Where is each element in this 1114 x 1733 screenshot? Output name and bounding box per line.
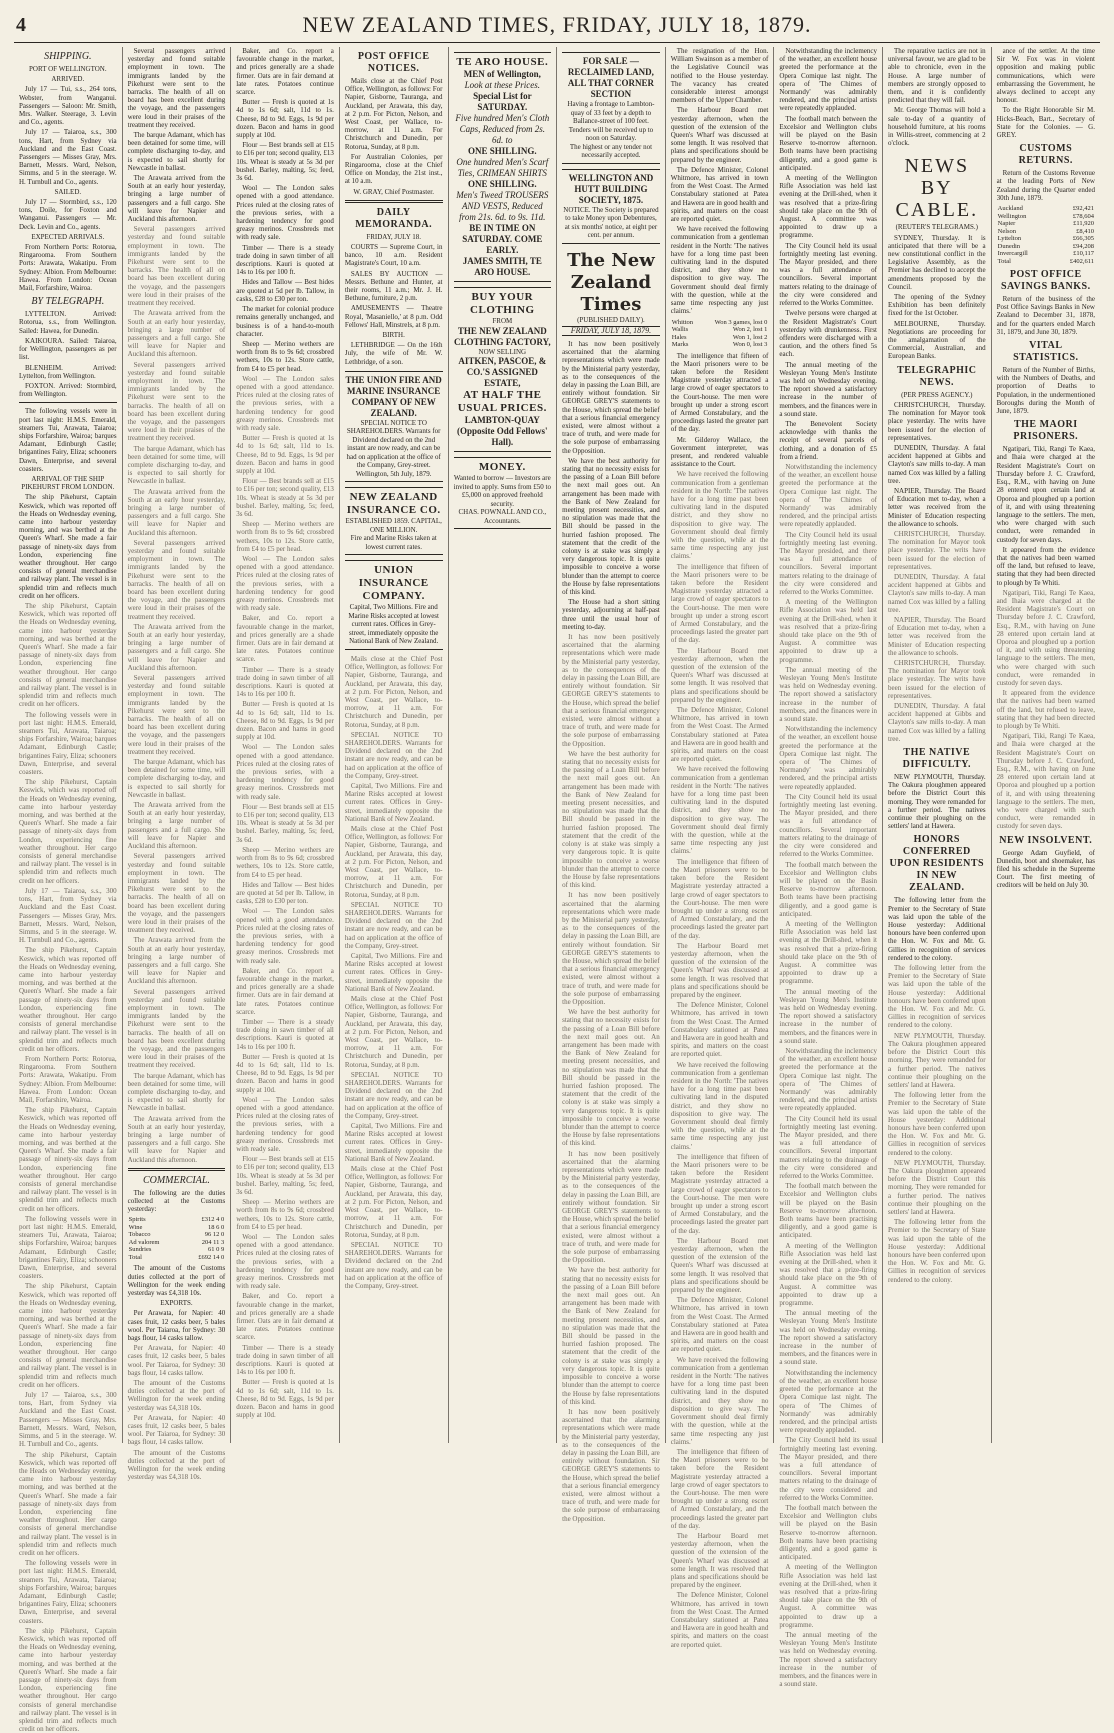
ad-text: Capital, Two Millions. Fire and Marine Risks accepted at lowest current rates. Offices in Grey-street, immediately opposite the National Bank of New Zealand.: [348, 603, 439, 646]
paragraph: The following letter from the Premier to the Secretary of State was laid upon the table of the House yesterday: Additional honours have been conferred upon the Hon. W. Fox and Mr. G. Gillies in recognition of services rendered to the colony.: [888, 1218, 986, 1284]
editorial-paragraph: It has now been positively ascertained that the alarming representations which were made by the Ministerial party yesterday, as to the consequences of the delay in passing the Loan Bill, are entirely without foundation. Sir GEORGE GREY'S statements to the House, which spread the belief that a serious financial emergency existed, were almost without a trace of truth, and were made for the sole purpose of embarrassing the Opposition.: [562, 339, 660, 455]
ad-text: BE IN TIME ON SATURDAY. COME EARLY.: [462, 223, 543, 255]
paragraph: The football match between the Excelsior and Wellington clubs will be played on the Basin Reserve to-morrow afternoon. Both teams have been practising diligently, and a good game is anticipated.: [779, 860, 877, 918]
column-8: [774, 47, 883, 1689]
paragraph: The annual meeting of the Wesleyan Young Men's Institute was held on Wednesday evening. The report showed a satisfactory increase in the number of members, and the finances were in a sound state.: [779, 665, 877, 724]
paragraph: FOXTON. Arrived: Stormbird, from Wellington.: [19, 381, 117, 399]
union-company-ad: [345, 560, 443, 650]
paragraph: The Arawata arrived from the South at an early hour yesterday, bringing a large number of passengers and a full cargo. She will leave for Napier and Auckland this afternoon.: [127, 1114, 226, 1164]
shipping-heading: SHIPPING.: [44, 51, 92, 62]
paragraph: The amount of the Customs duties collected at the port of Wellington for the week ending yesterday was £4,318 10s.: [127, 1379, 226, 1412]
paragraph: The following vessels were in port last night: H.M.S. Emerald, steamers Tui, Arawata, Taiaroa; ships Forfarshire, Wairoa; barques Adamant, Edinburgh Castle; brigantines Fairy, Eliza; schooners Dawn, Enterprise, and several coasters.: [19, 1559, 117, 1625]
commercial-heading: COMMERCIAL.: [142, 1174, 210, 1186]
paragraph: July 17 — Taiaroa, s.s., 300 tons, Hart, from Sydney via Auckland and the East Coast. Passengers — Misses Gray, Mrs. Barnett, Messrs. Ward, Nelson, Simms, and 5 in the steerage. W. H. Turnbull and Co., agents.: [19, 886, 117, 945]
paragraph: The Harbour Board met yesterday afternoon, when the question of the extension of the Queen's Wharf was discussed at some length. It was resolved that plans and specifications should be prepared by the engineer.: [670, 646, 769, 704]
union-insurance-ad: [345, 371, 443, 483]
table-row: Wallis Won 2, lost 1: [671, 326, 768, 333]
editorial-paragraph: It has now been positively ascertained that the alarming representations which were made by the Ministerial party yesterday, as to the consequences of the delay in passing the Loan Bill, are entirely without foundation. Sir GEORGE GREY'S statements to the House, which spread the belief that a serious financial emergency existed, were almost without a trace of truth, and were made for the sole purpose of embarrassing the Opposition.: [562, 633, 660, 748]
paragraph: NEW PLYMOUTH, Thursday. The Oakura ploughmen appeared before the District Court this morning. They were remanded for a further period. The natives continue their ploughing on the settlers' land at Hawera.: [888, 1158, 986, 1216]
paragraph: Twelve persons were charged at the Resident Magistrate's Court yesterday with drunkenness. First offenders were discharged with a caution, and the others fined 5s each.: [779, 309, 877, 359]
paragraph: Return of the Customs Revenue at the leading Ports of New Zealand during the Quarter ended 30th June, 1879.: [996, 169, 1095, 202]
table-row: Wellington £78,604: [997, 212, 1094, 220]
paragraph: From Northern Ports: Rotorua, Ringarooma. From Southern Ports: Arawata, Wakatipu. From Sydney: Albion. From Melbourne: Hawea. From London: Ocean Mail, Forfarshire, Wairoa.: [19, 1054, 117, 1104]
paragraph: The intelligence that fifteen of the Maori prisoners were to be taken before the Resident Magistrate yesterday attracted a large crowd of eager spectators to the Court-house. The men were brought up under a strong escort of Armed Constabulary, and the proceedings lasted the greater part of the day.: [670, 562, 769, 645]
paragraph: Flour — Best brands sell at £15 to £16 per ton; second quality, £13 10s. Wheat is steady at 5s 3d per bushel. Barley, malting, 5s; feed, 3s 6d.: [236, 141, 334, 183]
paragraph: A meeting of the Wellington Rifle Association was held last evening at the Drill-shed, when it was resolved that a prize-firing should take place on the 9th of August. A committee was appointed to draw up a programme.: [779, 598, 877, 664]
column-6: [557, 47, 666, 1523]
column-10: [992, 47, 1100, 1443]
paragraph: The opening of the Sydney Exhibition has been definitely fixed for the 1st October.: [888, 293, 986, 318]
ad-subheading: ESTABLISHED 1859. CAPITAL, ONE MILLION.: [345, 517, 442, 534]
savings-banks-heading: POST OFFICE SAVINGS BANKS.: [1000, 269, 1091, 293]
native-difficulty-heading: THE NATIVE DIFFICULTY.: [902, 747, 971, 771]
paragraph: The Arawata arrived from the South at an early hour yesterday, bringing a large number of passengers and a full cargo. She will leave for Napier and Auckland this afternoon.: [127, 309, 226, 359]
paragraph: ance of the settler. At the time Sir W. Fox was in violent opposition and making public communications, which were embarrassing the Government, he always declined to accept any honour.: [996, 47, 1095, 105]
money-ad: [454, 457, 552, 529]
paragraph: The intelligence that fifteen of the Maori prisoners were to be taken before the Resident Magistrate yesterday attracted a large crowd of eager spectators to the Court-house. The men were brought up under a strong escort of Armed Constabulary, and the proceedings lasted the greater part of the day.: [670, 1152, 769, 1235]
page-number: 4: [16, 14, 26, 36]
column-1: [14, 47, 123, 1733]
paragraph: Several passengers arrived yesterday and found suitable employment in town. The immigrants landed by the Pikehurst were sent to the barracks. The health of all on board has been excellent during the voyage, and the passengers were loud in their praises of the treatment they received.: [127, 360, 226, 443]
ad-heading: FOR SALE — RECLAIMED LAND, ALL THAT CORNER SECTION: [567, 56, 654, 99]
te-aro-house-ad: [454, 52, 552, 282]
paragraph: The Defence Minister, Colonel Whitmore, has arrived in town from the West Coast. The Armed Constabulary stationed at Patea and Hawera are in good health and spirits, and matters on the coast are reported quiet.: [670, 1591, 769, 1649]
paragraph: The intelligence that fifteen of the Maori prisoners were to be taken before the Resident Magistrate yesterday attracted a large crowd of eager spectators to the Court-house. The men were brought up under a strong escort of Armed Constabulary, and the proceedings lasted the greater part of the day.: [670, 351, 769, 434]
paragraph: The following letter from the Premier to the Secretary of State was laid upon the table of the House yesterday: Additional honours have been conferred upon the Hon. W. Fox and Mr. G. Gillies in recognition of services rendered to the colony.: [888, 1091, 986, 1157]
paragraph: To the Right Honorable Sir M. Hicks-Beach, Bart., Secretary of State for the Colonies. — G. GREY.: [996, 106, 1095, 140]
paragraph: It appeared from the evidence that the natives had been warned off the land, but refused to leave, stating that they had been directed to plough by Te Whiti.: [996, 545, 1095, 587]
table-row: Dunedin £94,208: [997, 242, 1094, 250]
building-society-ad: [562, 169, 660, 244]
ad-heading: UNION INSURANCE COMPANY.: [358, 564, 429, 603]
paragraph: The ship Pikehurst, Captain Keswick, which was reported off the Heads on Wednesday evening, came into harbour yesterday morning, and was berthed at the Queen's Wharf. She made a fair passage of ninety-six days from London, experiencing fine weather throughout. Her cargo consists of general merchandise and railway plant. The vessel is in splendid trim and reflects much credit on her officers.: [19, 1282, 117, 1389]
paragraph: Return of the Number of Births, with the Numbers of Deaths, and proportion of Deaths to Population, in the undermentioned Boroughs during the Month of June, 1879.: [996, 366, 1095, 416]
paragraph: SPECIAL NOTICE TO SHAREHOLDERS. Warrants for Dividend declared on the 2nd instant are now ready, and can be had on application at the office of the Company, Grey-street.: [344, 1070, 443, 1120]
paragraph: We have received the following communication from a gentleman resident in the North: 'The natives have for a long time past been cultivating land in the disputed district, and they show no disposition to give way. The Government should deal firmly with the question, while at the same time respecting any just claims.': [670, 225, 769, 316]
paragraph: Timber — There is a steady trade doing in sawn timber of all descriptions. Kauri is quoted at 14s to 16s per 100 ft.: [236, 243, 334, 277]
port-line: PORT OF WELLINGTON.: [29, 65, 107, 73]
results-table: [671, 319, 769, 349]
paragraph: Per Arawata, for Napier: 40 cases fruit, 12 casks beer, 5 bales wool. Per Taiaroa, for Sydney: 30 bags flour, 14 casks tallow.: [127, 1413, 226, 1447]
ad-text: NOW SELLING: [478, 347, 527, 356]
paragraph: Wool — The London sales opened with a good attendance. Prices ruled at the closing rates of the previous series, with a hardening tendency for good greasy merinos. Crossbreds met with ready sale.: [236, 374, 334, 432]
paragraph: Ngatipari, Tiki, Rangi Te Kaea, and Ihaia were charged at the Resident Magistrate's Court on Thursday before J. C. Crawford, Esq., R.M., with having on June 28 entered upon certain land at Oporoa and ploughed up a portion of it, and with using threatening language to the settlers. The men, who were charged with such conduct, were remanded in custody for seven days.: [996, 445, 1095, 544]
paragraph: The City Council held its usual fortnightly meeting last evening. The Mayor presided, and there was a full attendance of councillors. Several important matters relating to the drainage of the city were considered and referred to the Works Committee.: [779, 530, 877, 596]
page-title: NEW ZEALAND TIMES, FRIDAY, JULY 18, 1879.: [302, 12, 812, 37]
table-row: Nelson £8,410: [997, 227, 1094, 235]
paragraph: Wool — The London sales opened with a good attendance. Prices ruled at the closing rates of the previous series, with a hardening tendency for good greasy merinos. Crossbreds met with ready sale.: [236, 1233, 334, 1291]
paragraph: Wool — The London sales opened with a good attendance. Prices ruled at the closing rates of the previous series, with a hardening tendency for good greasy merinos. Crossbreds met with ready sale.: [236, 907, 334, 965]
table-row: Spirits £312 4 0: [128, 1216, 225, 1224]
paragraph: Mails close at the Chief Post Office, Wellington, as follows: For Napier, Gisborne, Tauranga, and Auckland, per Arawata, this day, at 2 p.m. For Picton, Nelson, and West Coast, per Wallace, to-morrow, at 11 a.m. For Christchurch and Dunedin, per Rotorua, Sunday, at 8 p.m.: [344, 824, 443, 899]
honors-heading: HONORS CONFERRED UPON RESIDENTS IN NEW ZEALAND.: [889, 834, 985, 894]
paragraph: We have received the following communication from a gentleman resident in the North: 'The natives have for a long time past been cultivating land in the disputed district, and they show no disposition to give way. The Government should deal firmly with the question, while at the same time respecting any just claims.': [670, 765, 769, 856]
paragraph: The amount of the Customs duties collected at the port of Wellington for the week ending yesterday was £4,318 10s.: [127, 1264, 226, 1298]
duties-table: [128, 1216, 226, 1261]
editorial-paragraph: We have the best authority for stating that no necessity exists for the passing of a Loan Bill before the next mail goes out. An arrangement has been made with the Bank of New Zealand for meeting present necessities, and no stipulation was made that the Bill should be passed in the hurried fashion proposed. The statement that the credit of the colony is at stake was simply a very dangerous topic. It is quite impossible to conceive a worse blunder than the attempt to coerce the House by false representations of this kind.: [562, 1008, 660, 1148]
memoranda-date: FRIDAY, JULY 18.: [366, 232, 422, 241]
paragraph: The barque Adamant, which has been detained for some time, will complete discharging to-day, and is expected to sail shortly for Newcastle in ballast.: [127, 131, 226, 172]
ad-text: One hundred Men's Scarf Ties, CRIMEAN SHIRTS: [456, 157, 549, 178]
column-7: [666, 47, 775, 1649]
paragraph: The ship Pikehurst, Captain Keswick, which was reported off the Heads on Wednesday evening, came into harbour yesterday morning, and was berthed at the Queen's Wharf. She made a fair passage of ninety-six days from London, experiencing fine weather throughout. Her cargo consists of general merchandise and railway plant. The vessel is in splendid trim and reflects much credit on her officers.: [19, 946, 117, 1053]
editorial-paragraph: It has now been positively ascertained that the alarming representations which were made by the Ministerial party yesterday, as to the consequences of the delay in passing the Loan Bill, are entirely without foundation. Sir GEORGE GREY'S statements to the House, which spread the belief that a serious financial emergency existed, were almost without a trace of truth, and were made for the sole purpose of embarrassing the Opposition.: [562, 891, 660, 1006]
ad-text: ONE SHILLING.: [468, 146, 537, 156]
ad-text: Look at these Prices.: [464, 80, 541, 90]
paragraph: The annual meeting of the Wesleyan Young Men's Institute was held on Wednesday evening. The report showed a satisfactory increase in the number of members, and the finances were in a sound state.: [779, 1309, 877, 1367]
paragraph: From Northern Ports: Rotorua, Ringarooma. From Southern Ports: Arawata, Wakatipu. From Sydney: Albion. From Melbourne: Hawea. From London: Ocean Mail, Forfarshire, Wairoa.: [19, 243, 117, 293]
paragraph: COURTS — Supreme Court, in banco, 10 a.m. Resident Magistrate's Court, 10 a.m.: [344, 243, 443, 268]
new-insolvent-heading: NEW INSOLVENT.: [999, 834, 1093, 846]
paragraph: The intelligence that fifteen of the Maori prisoners were to be taken before the Resident Magistrate yesterday attracted a large crowd of eager spectators to the Court-house. The men were brought up under a strong escort of Armed Constabulary, and the proceedings lasted the greater part of the day.: [670, 1447, 769, 1530]
paragraph: Return of the business of the Post Office Savings Banks in New Zealand to December 31, 1878, and for the quarters ended March 31, 1879, and June 30, 1879.: [996, 295, 1095, 336]
paragraph: The ship Pikehurst, Captain Keswick, which was reported off the Heads on Wednesday evening, came into harbour yesterday morning, and was berthed at the Queen's Wharf. She made a fair passage of ninety-six days from London, experiencing fine weather throughout. Her cargo consists of general merchandise and railway plant. The vessel is in splendid trim and reflects much credit on her officers.: [19, 1626, 117, 1733]
ad-text: Five hundred Men's Cloth Caps, Reduced from 2s. 6d. to: [455, 113, 550, 145]
paragraph: George Adam Guyfield, of Dunedin, boot and shoemaker, has filed his schedule in the Supreme Court. The first meeting of creditors will be held on July 30.: [996, 848, 1095, 890]
maori-prisoners-heading: THE MAORI PRISONERS.: [1013, 419, 1079, 443]
paragraph: Sheep — Merino wethers are worth from 8s to 9s 6d; crossbred wethers, 10s to 12s. Store cattle, from £4 to £5 per head.: [236, 1198, 334, 1231]
masthead: [14, 8, 1100, 43]
paragraph: Several passengers arrived yesterday and found suitable employment in town. The immigrants landed by the Pikehurst were sent to the barracks. The health of all on board has been excellent during the voyage, and the passengers were loud in their praises of the treatment they received.: [127, 538, 226, 621]
paragraph: A meeting of the Wellington Rifle Association was held last evening at the Drill-shed, when it was resolved that a prize-firing should take place on the 9th of August. A committee was appointed to draw up a programme.: [779, 1563, 877, 1629]
paragraph: Several passengers arrived yesterday and found suitable employment in town. The immigrants landed by the Pikehurst were sent to the barracks. The health of all on board has been excellent during the voyage, and the passengers were loud in their praises of the treatment they received.: [127, 225, 226, 308]
paragraph: The Defence Minister, Colonel Whitmore, has arrived in town from the West Coast. The Armed Constabulary stationed at Patea and Hawera are in good health and spirits, and matters on the coast are reported quiet.: [670, 1296, 769, 1354]
paragraph: The ship Pikehurst, Captain Keswick, which was reported off the Heads on Wednesday evening, came into harbour yesterday morning, and was berthed at the Queen's Wharf. She made a fair passage of ninety-six days from London, experiencing fine weather throughout. Her cargo consists of general merchandise and railway plant. The vessel is in splendid trim and reflects much credit on her officers.: [19, 1106, 117, 1213]
divider: [128, 1168, 226, 1171]
paragraph: LYTTELTON. Arrived: Rotorua, s.s., from Wellington. Sailed: Hawea, for Dunedin.: [19, 310, 117, 335]
arrival-heading: ARRIVAL OF THE SHIP PIKEHURST FROM LONDON.: [21, 474, 115, 492]
paragraph: Ngatipari, Tiki, Rangi Te Kaea, and Ihaia were charged at the Resident Magistrate's Court on Thursday before J. C. Crawford, Esq., R.M., with having on June 28 entered upon certain land at Oporoa and ploughed up a portion of it, and with using threatening language to the settlers. The men, who were charged with such conduct, were remanded in custody for seven days.: [996, 732, 1095, 831]
paragraph: The annual meeting of the Wesleyan Young Men's Institute was held on Wednesday evening. The report showed a satisfactory increase in the number of members, and the finances were in a sound state.: [779, 987, 877, 1045]
paragraph: The reparative tactics are not in universal favour, we are glad to be able to chronicle, even in the House. A large number of members are strongly opposed to them, and it is confidently predicted that they will fail.: [888, 47, 986, 105]
paragraph: Several passengers arrived yesterday and found suitable employment in town. The immigrants landed by the Pikehurst were sent to the barracks. The health of all on board has been excellent during the voyage, and the passengers were loud in their praises of the treatment they received.: [127, 674, 226, 756]
sailed-subheading: SAILED.: [54, 187, 82, 196]
paragraph: CHRISTCHURCH, Thursday. The nomination for Mayor took place yesterday. The writs have been issued for the election of representatives.: [888, 400, 986, 442]
paragraph: July 17 — Taiaroa, s.s., 300 tons, Hart, from Sydney via Auckland and the East Coast. Passengers — Misses Gray, Mrs. Barnett, Messrs. Ward, Nelson, Simms, and 5 in the steerage. W. H. Turnbull and Co., agents.: [19, 1391, 117, 1449]
paragraph: The barque Adamant, which has been detained for some time, will complete discharging to-day, and is expected to sail shortly for Newcastle in ballast.: [127, 758, 226, 799]
paragraph: Capital, Two Millions. Fire and Marine Risks accepted at lowest current rates. Offices in Grey-street, immediately opposite the National Bank of New Zealand.: [344, 1122, 443, 1163]
paragraph: The Harbour Board met yesterday afternoon, when the question of the extension of the Queen's Wharf was discussed at some length. It was resolved that plans and specifications should be prepared by the engineer.: [670, 106, 769, 164]
paragraph: Wool — The London sales opened with a good attendance. Prices ruled at the closing rates of the previous series, with a hardening tendency for good greasy merinos. Crossbreds met with ready sale.: [236, 184, 334, 242]
paragraph: Hides and Tallow — Best hides are quoted at 5d per lb. Tallow, in casks, £28 to £30 per ton.: [236, 278, 334, 303]
paragraph: Timber — There is a steady trade doing in sawn timber of all descriptions. Kauri is quoted at 14s to 16s per 100 ft.: [236, 1343, 334, 1377]
paragraph: Capital, Two Millions. Fire and Marine Risks accepted at lowest current rates. Offices in Grey-street, immediately opposite the National Bank of New Zealand.: [344, 781, 443, 823]
paragraph: Butter — Fresh is quoted at 1s 4d to 1s 6d; salt, 11d to 1s. Cheese, 8d to 9d. Eggs, 1s 9d per dozen. Bacon and hams in good supply at 10d.: [236, 1378, 334, 1420]
paragraph: Per Arawata, for Napier: 40 cases fruit, 12 casks beer, 5 bales wool. Per Taiaroa, for Sydney: 30 bags flour, 14 casks tallow.: [127, 1309, 226, 1343]
paragraph: A meeting of the Wellington Rifle Association was held last evening at the Drill-shed, when it was resolved that a prize-firing should take place on the 9th of August. A committee was appointed to draw up a programme.: [779, 919, 877, 986]
table-row: Wine 18 6 0: [128, 1223, 225, 1231]
column-5: [449, 47, 558, 1443]
paragraph: The following are the duties collected at the Customs yesterday:: [127, 1188, 226, 1214]
paragraph: SPECIAL NOTICE TO SHAREHOLDERS. Warrants for Dividend declared on the 2nd instant are now ready, and can be had on application at the office of the Company, Grey-street.: [344, 730, 443, 780]
editorial-paragraph: We have the best authority for stating that no necessity exists for the passing of a Loan Bill before the next mail goes out. An arrangement has been made with the Bank of New Zealand for meeting present necessities, and no stipulation was made that the Bill should be passed in the hurried fashion proposed. The statement that the credit of the colony is at stake was simply a very dangerous topic. It is quite impossible to conceive a worse blunder than the attempt to coerce the House by false representations of this kind.: [562, 1266, 660, 1406]
paragraph: The football match between the Excelsior and Wellington clubs will be played on the Basin Reserve to-morrow afternoon. Both teams have been practising diligently, and a good game is anticipated.: [779, 1503, 877, 1562]
paragraph: For Australian Colonies, per Ringarooma, close at the Chief Office on Monday, the 21st inst., at 10 a.m.: [344, 152, 443, 186]
paragraph: Mails close at the Chief Post Office, Wellington, as follows: For Napier, Gisborne, Tauranga, and Auckland, per Arawata, this day, at 2 p.m. For Picton, Nelson, and West Coast, per Wallace, to-morrow, at 11 a.m. For Christchurch and Dunedin, per Rotorua, Sunday, at 8 p.m.: [344, 654, 443, 729]
paragraph: A meeting of the Wellington Rifle Association was held last evening at the Drill-shed, when it was resolved that a prize-firing should take place on the 9th of August. A committee was appointed to draw up a programme.: [779, 1241, 877, 1308]
table-row: Marks Won 0, lost 3: [671, 341, 768, 348]
paragraph: Mr. Gilderoy Wallace, the Government interpreter, was present, and rendered valuable assistance to the Court.: [670, 435, 769, 469]
editorial-paragraph: We have the best authority for stating that no necessity exists for the passing of a Loan Bill before the next mail goes out. An arrangement has been made with the Bank of New Zealand for meeting present necessities, and no stipulation was made that the Bill should be passed in the hurried fashion proposed. The statement that the credit of the colony is at stake was simply a very dangerous topic. It is quite impossible to conceive a worse blunder than the attempt to coerce the House by false representations of this kind.: [562, 749, 660, 890]
paragraph: The intelligence that fifteen of the Maori prisoners were to be taken before the Resident Magistrate yesterday attracted a large crowd of eager spectators to the Court-house. The men were brought up under a strong escort of Armed Constabulary, and the proceedings lasted the greater part of the day.: [670, 857, 769, 940]
table-row: Lyttelton £66,305: [997, 235, 1094, 243]
ad-heading: TE ARO HOUSE.: [456, 56, 549, 68]
paragraph: Baker, and Co. report a favourable change in the market, and prices generally are a shade firmer. Oats are in fair demand at late rates. Potatoes continue scarce.: [236, 966, 334, 1016]
paragraph: We have received the following communication from a gentleman resident in the North: 'The natives have for a long time past been cultivating land in the disputed district, and they show no disposition to give way. The Government should deal firmly with the question, while at the same time respecting any just claims.': [670, 1060, 769, 1151]
paragraph: The Arawata arrived from the South at an early hour yesterday, bringing a large number of passengers and a full cargo. She will leave for Napier and Auckland this afternoon.: [127, 487, 226, 537]
paragraph: July 17 — Stormbird, s.s., 120 tons, Doile, for Foxton and Wanganui. Passengers — Mr. Deck. Levin and Co., agents.: [19, 198, 117, 231]
paragraph: Flour — Best brands sell at £15 to £16 per ton; second quality, £13 10s. Wheat is steady at 5s 3d per bushel. Barley, malting, 5s; feed, 3s 6d.: [236, 802, 334, 844]
divider: [345, 200, 443, 203]
paragraph: Sheep — Merino wethers are worth from 8s to 9s 6d; crossbred wethers, 10s to 12s. Store cattle, from £4 to £5 per head.: [236, 520, 334, 553]
signature: W. GRAY, Chief Postmaster.: [353, 187, 434, 196]
ad-text: Special List for SATURDAY.: [473, 91, 532, 112]
divider: [19, 402, 117, 403]
paragraph: The following vessels were in port last night: H.M.S. Emerald, steamers Tui, Arawata, Taiaroa; ships Forfarshire, Wairoa; barques Adamant, Edinburgh Castle; brigantines Fairy, Eliza; schooners Dawn, Enterprise, and several coasters.: [19, 1214, 117, 1281]
paragraph: The Arawata arrived from the South at an early hour yesterday, bringing a large number of passengers and a full cargo. She will leave for Napier and Auckland this afternoon.: [127, 801, 226, 851]
paragraph: July 17 — Taiaroa, s.s., 300 tons, Hart, from Sydney via Auckland and the East Coast. Passengers — Misses Gray, Mrs. Barnett, Messrs. Ward, Nelson, Simms, and 5 in the steerage. W. H. Turnbull and Co., agents.: [19, 128, 117, 186]
ad-signature: JAMES SMITH, TE ARO HOUSE.: [462, 256, 542, 277]
nz-insurance-ad: [345, 487, 443, 555]
paragraph: NAPIER, Thursday. The Board of Education met to-day, when a letter was received from the Minister of Education respecting the allowance to schools.: [888, 486, 986, 528]
paragraph: DUNEDIN, Thursday. A fatal accident happened at Gibbs and Clayton's saw mills to-day. A man named Cox was killed by a falling tree.: [888, 702, 986, 743]
paragraph: Capital, Two Millions. Fire and Marine Risks accepted at lowest current rates. Offices in Grey-street, immediately opposite the National Bank of New Zealand.: [344, 952, 443, 993]
agency-credit: (REUTER'S TELEGRAMS.): [895, 223, 979, 232]
ad-text: ONE SHILLING.: [468, 179, 537, 189]
editorial-paragraph: It has now been positively ascertained that the alarming representations which were made by the Ministerial party yesterday, as to the consequences of the delay in passing the Loan Bill, are entirely without foundation. Sir GEORGE GREY'S statements to the House, which spread the belief that a serious financial emergency existed, were almost without a trace of truth, and were made for the sole purpose of embarrassing the Opposition.: [562, 1149, 660, 1265]
paragraph: It appeared from the evidence that the natives had been warned off the land, but refused to leave, stating that they had been directed to plough by Te Whiti.: [996, 689, 1095, 730]
paragraph: Several passengers arrived yesterday and found suitable employment in town. The immigrants landed by the Pikehurst were sent to the barracks. The health of all on board has been excellent during the voyage, and the passengers were loud in their praises of the treatment they received.: [127, 852, 226, 935]
ad-heading: NEW ZEALAND INSURANCE CO.: [346, 491, 441, 517]
paragraph: The resignation of the Hon. William Swainson as a member of the Legislative Council was notified to the House yesterday. The vacancy has created considerable interest amongst members of the Upper Chamber.: [670, 47, 769, 105]
paragraph: KAIKOURA. Sailed: Taiaroa, for Wellington, passengers as per list.: [19, 336, 117, 362]
ad-text: AITKEN, PASCOE, & CO.'S ASSIGNED ESTATE,: [458, 356, 547, 388]
paragraph: The football match between the Excelsior and Wellington clubs will be played on the Basin Reserve to-morrow afternoon. Both teams have been practising diligently, and a good game is anticipated.: [779, 114, 877, 172]
table-row: Invercargill £10,117: [997, 250, 1094, 258]
paragraph: Sheep — Merino wethers are worth from 8s to 9s 6d; crossbred wethers, 10s to 12s. Store cattle, from £4 to £5 per head.: [236, 339, 334, 373]
clothing-factory-ad: [454, 287, 552, 452]
paragraph: SALES BY AUCTION — Messrs. Bethune and Hunter, at their rooms, 11 a.m.; Mr. J. H. Bethune, furniture, 2 p.m.: [344, 269, 443, 303]
newspaper-nameplate: The New Zealand Times: [567, 249, 655, 315]
paragraph: The Defence Minister, Colonel Whitmore, has arrived in town from the West Coast. The Armed Constabulary stationed at Patea and Hawera are in good health and spirits, and matters on the coast are reported quiet.: [670, 1001, 769, 1059]
telegraphic-news-heading: TELEGRAPHIC NEWS.: [897, 364, 977, 388]
ad-text: Fire and Marine Risks taken at lowest current rates.: [350, 534, 437, 551]
table-row: Napier £11,920: [997, 220, 1094, 228]
paragraph: The Defence Minister, Colonel Whitmore, has arrived in town from the West Coast. The Armed Constabulary stationed at Patea and Hawera are in good health and spirits, and matters on the coast are reported quiet.: [670, 706, 769, 764]
expected-subheading: EXPECTED ARRIVALS.: [31, 232, 105, 241]
paragraph: Baker, and Co. report a favourable change in the market, and prices generally are a shade firmer. Oats are in fair demand at late rates. Potatoes continue scarce.: [236, 1292, 334, 1342]
paragraph: Flour — Best brands sell at £15 to £16 per ton; second quality, £13 10s. Wheat is steady at 5s 3d per bushel. Barley, malting, 5s; feed, 3s 6d.: [236, 477, 334, 518]
paragraph: The following letter from the Premier to the Secretary of State was laid upon the table of the House yesterday: Additional honours have been conferred upon the Hon. W. Fox and Mr. G. Gillies in recognition of services rendered to the colony.: [888, 964, 986, 1030]
paragraph: July 17 — Tui, s.s., 264 tons, Webster, from Wanganui. Passengers — Saloon: Mr. Smith, Mrs. Walker. Steerage, 3. Levin and Co., agents.: [19, 85, 117, 127]
paragraph: LETHBRIDGE — On the 16th July, the wife of Mr. W. Lethbridge, of a son.: [344, 341, 443, 366]
paragraph: The Arawata arrived from the South at an early hour yesterday, bringing a large number of passengers and a full cargo. She will leave for Napier and Auckland this afternoon.: [127, 174, 226, 224]
paragraph: Mails close at the Chief Post Office, Wellington, as follows: For Napier, Gisborne, Tauranga, and Auckland, per Arawata, this day, at 2 p.m. For Picton, Nelson, and West Coast, per Wallace, to-morrow, at 11 a.m. For Christchurch and Dunedin, per Rotorua, Sunday, at 8 p.m.: [344, 995, 443, 1069]
paragraph: The market for colonial produce remains generally unchanged, and business is of a hand-to-mouth character.: [236, 305, 334, 338]
table-row: Hales Won 1, lost 2: [671, 333, 768, 341]
paragraph: The annual meeting of the Wesleyan Young Men's Institute was held on Wednesday evening. The report showed a satisfactory increase in the number of members, and the finances were in a sound state.: [779, 1630, 877, 1689]
paragraph: Per Arawata, for Napier: 40 cases fruit, 12 casks beer, 5 bales wool. Per Taiaroa, for Sydney: 30 bags flour, 14 casks tallow.: [127, 1344, 226, 1377]
paragraph: Notwithstanding the inclemency of the weather, an excellent house greeted the performance at the Opera Comique last night. The opera of 'The Chimes of Normandy' was admirably rendered, and the principal artists were repeatedly applauded.: [779, 1368, 877, 1435]
paragraph: The following vessels were in port last night: H.M.S. Emerald, steamers Tui, Arawata, Taiaroa; ships Forfarshire, Wairoa; barques Adamant, Edinburgh Castle; brigantines Fairy, Eliza; schooners Dawn, Enterprise, and several coasters.: [19, 710, 117, 777]
paragraph: Baker, and Co. report a favourable change in the market, and prices generally are a shade firmer. Oats are in fair demand at late rates. Potatoes continue scarce.: [236, 614, 334, 664]
ad-text: SPECIAL NOTICE TO SHAREHOLDERS. Warrants for Dividend declared on the 2nd instant are now ready, and can be had on application at the office of the Company, Grey-street.: [346, 418, 441, 470]
paragraph: Wool — The London sales opened with a good attendance. Prices ruled at the closing rates of the previous series, with a hardening tendency for good greasy merinos. Crossbreds met with ready sale.: [236, 554, 334, 613]
ad-text: Men's Tweed TROUSERS AND VESTS, Reduced from 21s. 6d. to 9s. 11d.: [456, 190, 549, 222]
paragraph: CHRISTCHURCH, Thursday. The nomination for Mayor took place yesterday. The writs have been issued for the election of representatives.: [888, 529, 986, 571]
paragraph: NAPIER, Thursday. The Board of Education met to-day, when a letter was received from the Minister of Education respecting the allowance to schools.: [888, 615, 986, 657]
paragraph: The ship Pikehurst, Captain Keswick, which was reported off the Heads on Wednesday evening, came into harbour yesterday morning, and was berthed at the Queen's Wharf. She made a fair passage of ninety-six days from London, experiencing fine weather throughout. Her cargo consists of general merchandise and railway plant. The vessel is in splendid trim and reflects much credit on her officers.: [19, 1450, 117, 1557]
paragraph: The City Council held its usual fortnightly meeting last evening. The Mayor presided, and there was a full attendance of councillors. Several important matters relating to the drainage of the city were considered and referred to the Works Committee.: [779, 1436, 877, 1502]
paragraph: Notwithstanding the inclemency of the weather, an excellent house greeted the performance at the Opera Comique last night. The opera of 'The Chimes of Normandy' was admirably rendered, and the principal artists were repeatedly applauded.: [779, 47, 877, 113]
paragraph: Wool — The London sales opened with a good attendance. Prices ruled at the closing rates of the previous series, with a hardening tendency for good greasy merinos. Crossbreds met with ready sale.: [236, 743, 334, 801]
ad-text: Having a frontage to Lambton-quay of 33 feet by a depth to Ballance-street of 100 feet. Tenders will be received up to noon on Saturday.: [567, 100, 655, 142]
paragraph: MELBOURNE, Thursday. Negotiations are proceeding for the amalgamation of the Commercial, Australian, and European Banks.: [888, 319, 986, 361]
paragraph: The Harbour Board met yesterday afternoon, when the question of the extension of the Queen's Wharf was discussed at some length. It was resolved that plans and specifications should be prepared by the engineer.: [670, 941, 769, 999]
ad-text: AT HALF THE USUAL PRICES.: [457, 389, 547, 414]
paragraph: SYDNEY, Thursday. It is anticipated that there will be a new constitutional conflict in the Legislative Assembly, as the Premier has declined to accept the amendments proposed by the Council.: [888, 233, 986, 291]
paragraph: Wool — The London sales opened with a good attendance. Prices ruled at the closing rates of the previous series, with a hardening tendency for good greasy merinos. Crossbreds met with ready sale.: [236, 1095, 334, 1153]
paragraph: Timber — There is a steady trade doing in sawn timber of all descriptions. Kauri is quoted at 14s to 16s per 100 ft.: [236, 1017, 334, 1051]
news-by-cable-heading: NEWS BY CABLE.: [895, 155, 979, 222]
column-3: [231, 47, 340, 1443]
paragraph: Ngatipari, Tiki, Rangi Te Kaea, and Ihaia were charged at the Resident Magistrate's Court on Thursday before J. C. Crawford, Esq., R.M., with having on June 28 entered upon certain land at Oporoa and ploughed up a portion of it, and with using threatening language to the settlers. The men, who were charged with such conduct, were remanded in custody for seven days.: [996, 588, 1095, 687]
paragraph: Mails close at the Chief Post Office, Wellington, as follows: For Napier, Gisborne, Tauranga, and Auckland, per Arawata, this day, at 2 p.m. For Picton, Nelson, and West Coast, per Wallace, to-morrow, at 11 a.m. For Christchurch and Dunedin, per Rotorua, Sunday, at 8 p.m.: [344, 1165, 443, 1239]
paragraph: A meeting of the Wellington Rifle Association was held last evening at the Drill-shed, when it was resolved that a prize-firing should take place on the 9th of August. A committee was appointed to draw up a programme.: [779, 174, 877, 240]
table-row: Total £692 14 0: [128, 1253, 225, 1261]
paragraph: The Arawata arrived from the South at an early hour yesterday, bringing a large number of passengers and a full cargo. She will leave for Napier and Auckland this afternoon.: [127, 622, 226, 672]
editorial-paragraph: We have the best authority for stating that no necessity exists for the passing of a Loan Bill before the next mail goes out. An arrangement has been made with the Bank of New Zealand for meeting present necessities, and no stipulation was made that the Bill should be passed in the hurried fashion proposed. The statement that the credit of the colony is at stake was simply a very dangerous topic. It is quite impossible to conceive a worse blunder than the attempt to coerce the House by false representations of this kind.: [562, 456, 660, 596]
paragraph: DUNEDIN, Thursday. A fatal accident happened at Gibbs and Clayton's saw mills to-day. A man named Cox was killed by a falling tree.: [888, 443, 986, 485]
paragraph: We have received the following communication from a gentleman resident in the North: 'The natives have for a long time past been cultivating land in the disputed district, and they show no disposition to give way. The Government should deal firmly with the question, while at the same time respecting any just claims.': [670, 1355, 769, 1446]
paragraph: Sheep — Merino wethers are worth from 8s to 9s 6d; crossbred wethers, 10s to 12s. Store cattle, from £4 to £5 per head.: [236, 845, 334, 879]
birth-heading: BIRTH.: [382, 331, 405, 340]
paragraph: Flour — Best brands sell at £15 to £16 per ton; second quality, £13 10s. Wheat is steady at 5s 3d per bushel. Barley, malting, 5s; feed, 3s 6d.: [236, 1155, 334, 1197]
land-sale-ad: [562, 52, 660, 164]
paragraph: The Harbour Board met yesterday afternoon, when the question of the extension of the Queen's Wharf was discussed at some length. It was resolved that plans and specifications should be prepared by the engineer.: [670, 1531, 769, 1590]
ad-heading: MONEY.: [478, 461, 526, 473]
paragraph: DUNEDIN, Thursday. A fatal accident happened at Gibbs and Clayton's saw mills to-day. A man named Cox was killed by a falling tree.: [888, 572, 986, 614]
memoranda-heading: DAILY MEMORANDA.: [355, 206, 433, 230]
paragraph: The Arawata arrived from the South at an early hour yesterday, bringing a large number of passengers and a full cargo. She will leave for Napier and Auckland this afternoon.: [127, 936, 226, 986]
ad-heading: BUY YOUR CLOTHING: [470, 291, 535, 316]
paragraph: The Defence Minister, Colonel Whitmore, has arrived in town from the West Coast. The Armed Constabulary stationed at Patea and Hawera are in good health and spirits, and matters on the coast are reported quiet.: [670, 165, 769, 224]
paragraph: Mails close at the Chief Post Office, Wellington, as follows: For Napier, Gisborne, Tauranga, and Auckland, per Arawata, this day, at 2 p.m. For Picton, Nelson, and West Coast, per Wallace, to-morrow, at 11 a.m. For Christchurch and Dunedin, per Rotorua, Sunday, at 8 p.m.: [344, 77, 443, 151]
arrived-subheading: ARRIVED.: [51, 75, 85, 84]
paragraph: The City Council held its usual fortnightly meeting last evening. The Mayor presided, and there was a full attendance of councillors. Several important matters relating to the drainage of the city were considered and referred to the Works Committee.: [779, 241, 877, 308]
customs-table: [997, 205, 1095, 265]
ad-text: Wanted to borrow — Investors are invited to apply. Sums from £50 to £5,000 on approved freehold security.: [453, 474, 551, 508]
post-office-heading: POST OFFICE NOTICES.: [357, 51, 430, 74]
paragraph: We have received the following communication from a gentleman resident in the North: 'The natives have for a long time past been cultivating land in the disputed district, and they show no disposition to give way. The Government should deal firmly with the question, while at the same time respecting any just claims.': [670, 470, 769, 561]
ad-text: MEN of Wellington,: [463, 69, 541, 79]
column-4: [340, 47, 449, 1443]
table-row: Total £402,611: [997, 257, 1094, 265]
paragraph: Hides and Tallow — Best hides are quoted at 5d per lb. Tallow, in casks, £28 to £30 per ton.: [236, 880, 334, 906]
paragraph: The ship Pikehurst, Captain Keswick, which was reported off the Heads on Wednesday evening, came into harbour yesterday morning, and was berthed at the Queen's Wharf. She made a fair passage of ninety-six days from London, experiencing fine weather throughout. Her cargo consists of general merchandise and railway plant. The vessel is in splendid trim and reflects much credit on her officers.: [19, 493, 117, 600]
table-row: Auckland £92,421: [997, 205, 1094, 213]
paragraph: SPECIAL NOTICE TO SHAREHOLDERS. Warrants for Dividend declared on the 2nd instant are now ready, and can be had on application at the office of the Company, Grey-street.: [344, 900, 443, 950]
ad-text: FROM: [492, 317, 513, 325]
paragraph: Timber — There is a steady trade doing in sawn timber of all descriptions. Kauri is quoted at 14s to 16s per 100 ft.: [236, 665, 334, 699]
publication-note: (PUBLISHED DAILY).: [577, 315, 645, 324]
paragraph: The ship Pikehurst, Captain Keswick, which was reported off the Heads on Wednesday evening, came into harbour yesterday morning, and was berthed at the Queen's Wharf. She made a fair passage of ninety-six days from London, experiencing fine weather throughout. Her cargo consists of general merchandise and railway plant. The vessel is in splendid trim and reflects much credit on her officers.: [19, 601, 117, 709]
vital-statistics-heading: VITAL STATISTICS.: [1013, 340, 1079, 364]
ad-text: The highest or any tender not necessarily accepted.: [569, 142, 653, 159]
paragraph: The following vessels were in port last night: H.M.S. Emerald, steamers Tui, Arawata, Taiaroa; ships Forfarshire, Wairoa; barques Adamant, Edinburgh Castle; brigantines Fairy, Eliza; schooners Dawn, Enterprise, and several coasters.: [19, 407, 117, 473]
paragraph: The football match between the Excelsior and Wellington clubs will be played on the Basin Reserve to-morrow afternoon. Both teams have been practising diligently, and a good game is anticipated.: [779, 1182, 877, 1240]
column-2: [123, 47, 232, 1482]
paragraph: Notwithstanding the inclemency of the weather, an excellent house greeted the performance at the Opera Comique last night. The opera of 'The Chimes of Normandy' was admirably rendered, and the principal artists were repeatedly applauded.: [779, 462, 877, 529]
ad-heading: THE UNION FIRE AND MARINE INSURANCE COMPANY OF NEW ZEALAND.: [345, 374, 442, 418]
paragraph: CHRISTCHURCH, Thursday. The nomination for Mayor took place yesterday. The writs have been issued for the election of representatives.: [888, 658, 986, 700]
paragraph: The barque Adamant, which has been detained for some time, will complete discharging to-day, and is expected to sail shortly for Newcastle in ballast.: [127, 1071, 226, 1113]
telegraph-heading: BY TELEGRAPH.: [31, 296, 105, 308]
table-row: Sundries 61 0 9: [128, 1246, 225, 1254]
paragraph: The ship Pikehurst, Captain Keswick, which was reported off the Heads on Wednesday evening, came into harbour yesterday morning, and was berthed at the Queen's Wharf. She made a fair passage of ninety-six days from London, experiencing fine weather throughout. Her cargo consists of general merchandise and railway plant. The vessel is in splendid trim and reflects much credit on her officers.: [19, 778, 117, 885]
agency-credit: (PER PRESS AGENCY.): [901, 390, 973, 399]
paragraph: The following letter from the Premier to the Secretary of State was laid upon the table of the House yesterday: Additional honours have been conferred upon the Hon. W. Fox and Mr. G. Gillies in recognition of services rendered to the colony.: [888, 896, 986, 962]
paragraph: Butter — Fresh is quoted at 1s 4d to 1s 6d; salt, 11d to 1s. Cheese, 8d to 9d. Eggs, 1s 9d per dozen. Bacon and hams in good supply at 10d.: [236, 98, 334, 140]
table-row: Tobacco 96 12 0: [128, 1231, 225, 1239]
table-row: Ad valorem 204 11 3: [128, 1238, 225, 1246]
ad-date: Wellington, 5th July, 1879.: [355, 469, 432, 478]
paragraph: SPECIAL NOTICE TO SHAREHOLDERS. Warrants for Dividend declared on the 2nd instant are now ready, and can be had on application at the office of the Company, Grey-street.: [344, 1240, 443, 1290]
ad-text: NOTICE. The Society is prepared to take Money upon Debentures, at six months' notice, at eight per cent. per annum.: [563, 205, 659, 239]
paragraph: BLENHEIM. Arrived: Lyttelton, from Wellington.: [19, 363, 117, 380]
paragraph: NEW PLYMOUTH, Thursday. The Oakura ploughmen appeared before the District Court this morning. They were remanded for a further period. The natives continue their ploughing on the settlers' land at Hawera.: [888, 773, 986, 831]
paragraph: Several passengers arrived yesterday and found suitable employment in town. The immigrants landed by the Pikehurst were sent to the barracks. The health of all on board has been excellent during the voyage, and the passengers were loud in their praises of the treatment they received.: [127, 47, 226, 129]
paragraph: Baker, and Co. report a favourable change in the market, and prices generally are a shade firmer. Oats are in fair demand at late rates. Potatoes continue scarce.: [236, 47, 334, 97]
ad-heading: WELLINGTON AND HUTT BUILDING SOCIETY, 1875.: [568, 172, 654, 205]
paragraph: The City Council held its usual fortnightly meeting last evening. The Mayor presided, and there was a full attendance of councillors. Several important matters relating to the drainage of the city were considered and referred to the Works Committee.: [779, 1114, 877, 1181]
editorial-paragraph: It has now been positively ascertained that the alarming representations which were made by the Ministerial party yesterday, as to the consequences of the delay in passing the Loan Bill, are entirely without foundation. Sir GEORGE GREY'S statements to the House, which spread the belief that a serious financial emergency existed, were almost without a trace of truth, and were made for the sole purpose of embarrassing the Opposition.: [562, 1407, 660, 1523]
editorial-paragraph: The House had a short sitting yesterday, adjourning at half-past three until the usual hour of meeting to-day.: [562, 598, 660, 631]
table-row: Whitton Won 3 games, lost 0: [671, 318, 768, 326]
paragraph: The Benevolent Society acknowledge with thanks the receipt of several parcels of clothing, and a donation of £5 from a friend.: [779, 419, 877, 461]
paragraph: NEW PLYMOUTH, Thursday. The Oakura ploughmen appeared before the District Court this morning. They were remanded for a further period. The natives continue their ploughing on the settlers' land at Hawera.: [888, 1031, 986, 1089]
ad-text: LAMBTON-QUAY (Opposite Odd Fellows' Hall).: [457, 415, 548, 447]
paragraph: Notwithstanding the inclemency of the weather, an excellent house greeted the performance at the Opera Comique last night. The opera of 'The Chimes of Normandy' was admirably rendered, and the principal artists were repeatedly applauded.: [779, 1046, 877, 1113]
column-9: [883, 47, 992, 1443]
paragraph: Butter — Fresh is quoted at 1s 4d to 1s 6d; salt, 11d to 1s. Cheese, 8d to 9d. Eggs, 1s 9d per dozen. Bacon and hams in good supply at 10d.: [236, 700, 334, 742]
paragraph: Butter — Fresh is quoted at 1s 4d to 1s 6d; salt, 11d to 1s. Cheese, 8d to 9d. Eggs, 1s 9d per dozen. Bacon and hams in good supply at 10d.: [236, 434, 334, 475]
paragraph: The Harbour Board met yesterday afternoon, when the question of the extension of the Queen's Wharf was discussed at some length. It was resolved that plans and specifications should be prepared by the engineer.: [670, 1236, 769, 1295]
paragraph: Several passengers arrived yesterday and found suitable employment in town. The immigrants landed by the Pikehurst were sent to the barracks. The health of all on board has been excellent during the voyage, and the passengers were loud in their praises of the treatment they received.: [127, 987, 226, 1070]
paragraph: The annual meeting of the Wesleyan Young Men's Institute was held on Wednesday evening. The report showed a satisfactory increase in the number of members, and the finances were in a sound state.: [779, 360, 877, 418]
paragraph: The barque Adamant, which has been detained for some time, will complete discharging to-day, and is expected to sail shortly for Newcastle in ballast.: [127, 444, 226, 486]
editorial-date: FRIDAY, JULY 18, 1879.: [562, 326, 660, 336]
paragraph: The City Council held its usual fortnightly meeting last evening. The Mayor presided, and there was a full attendance of councillors. Several important matters relating to the drainage of the city were considered and referred to the Works Committee.: [779, 792, 877, 859]
customs-returns-heading: CUSTOMS RETURNS.: [1018, 143, 1073, 167]
paragraph: Butter — Fresh is quoted at 1s 4d to 1s 6d; salt, 11d to 1s. Cheese, 8d to 9d. Eggs, 1s 9d per dozen. Bacon and hams in good supply at 10d.: [236, 1052, 334, 1094]
exports-heading: EXPORTS.: [160, 1299, 193, 1308]
paragraph: Notwithstanding the inclemency of the weather, an excellent house greeted the performance at the Opera Comique last night. The opera of 'The Chimes of Normandy' was admirably rendered, and the principal artists were repeatedly applauded.: [779, 725, 877, 791]
paragraph: AMUSEMENTS — Theatre Royal, 'Masaniello,' at 8 p.m. Odd Fellows' Hall, Minstrels, at 8 p.m.: [344, 304, 443, 329]
paragraph: The amount of the Customs duties collected at the port of Wellington for the week ending yesterday was £4,318 10s.: [127, 1448, 226, 1482]
paragraph: Mr. George Thomas will hold a sale to-day of a quantity of household furniture, at his rooms in Willis-street, commencing at 2 o'clock.: [888, 106, 986, 148]
ad-text: THE NEW ZEALAND CLOTHING FACTORY,: [454, 325, 551, 347]
ad-signature: CHAS. POWNALL AND CO., Accountants.: [458, 508, 547, 525]
